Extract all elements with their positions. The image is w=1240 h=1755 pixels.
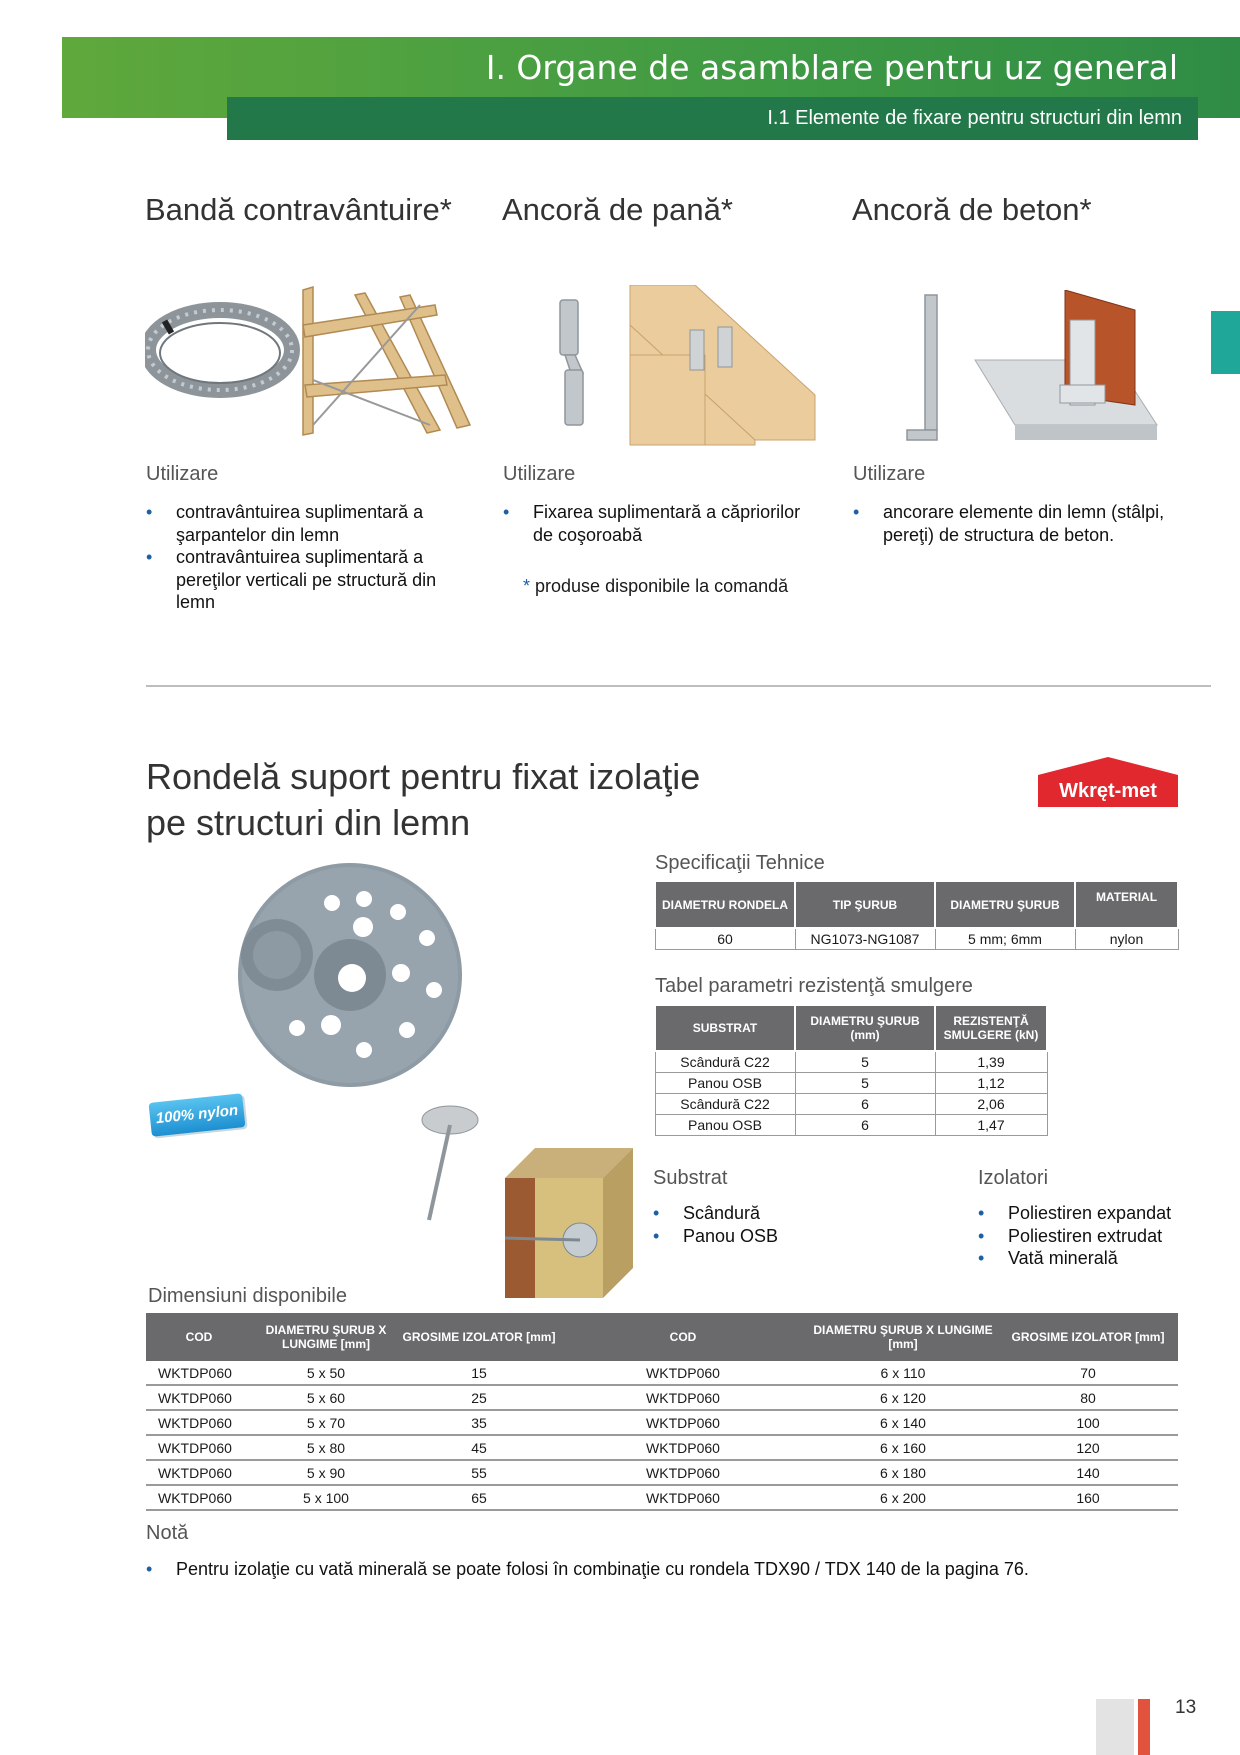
product-title-ancora-beton: Ancoră de beton* xyxy=(852,192,1092,227)
list-item: • ancorare elemente din lemn (stâlpi, pereţi) de structura de beton. xyxy=(853,501,1193,546)
table-cell: WKTDP060 xyxy=(558,1485,808,1510)
spec-label: Specificaţii Tehnice xyxy=(655,852,825,874)
table-cell: WKTDP060 xyxy=(558,1385,808,1410)
table-row xyxy=(146,1361,1178,1385)
list-item: • Fixarea suplimentară a căpriorilor de coşoroabă xyxy=(503,501,823,546)
dims-header: DIAMETRU ŞURUB X LUNGIME [mm] xyxy=(808,1313,998,1361)
spec-header: TIP ŞURUB xyxy=(795,881,935,928)
table-cell: 6 x 120 xyxy=(808,1385,998,1410)
table-cell: 5 mm; 6mm xyxy=(935,928,1075,950)
table-row xyxy=(146,1485,1178,1510)
table-cell: 100 xyxy=(998,1410,1178,1435)
table-cell: 45 xyxy=(400,1435,558,1460)
rondela-title-line2: pe structuri din lemn xyxy=(146,802,471,843)
table-cell: WKTDP060 xyxy=(146,1485,252,1510)
table-cell: 6 x 200 xyxy=(808,1485,998,1510)
table-cell: Panou OSB xyxy=(655,1073,795,1094)
table-cell: WKTDP060 xyxy=(146,1385,252,1410)
table-cell: 140 xyxy=(998,1460,1178,1485)
table-row xyxy=(146,1410,1178,1435)
table-cell: 5 x 90 xyxy=(252,1460,400,1485)
table-row xyxy=(655,928,1178,950)
table-cell: 25 xyxy=(400,1385,558,1410)
table-cell: 5 x 70 xyxy=(252,1410,400,1435)
dims-header: COD xyxy=(558,1313,808,1361)
banda-contravantuire-image xyxy=(145,285,475,440)
izolatori-list xyxy=(978,1202,1228,1270)
rondela-title xyxy=(146,754,700,846)
resist-header: SUBSTRAT xyxy=(655,1005,795,1051)
table-cell: 5 x 50 xyxy=(252,1361,400,1385)
table-row xyxy=(655,1073,1047,1094)
section-divider xyxy=(146,685,1211,687)
dims-table xyxy=(146,1313,1178,1511)
nylon-badge xyxy=(148,1093,245,1137)
nylon-badge-text: 100% nylon xyxy=(155,1101,239,1128)
table-cell: 5 x 60 xyxy=(252,1385,400,1410)
section-bar xyxy=(227,97,1198,140)
table-cell: WKTDP060 xyxy=(558,1460,808,1485)
screw-with-washer-image xyxy=(415,1100,485,1225)
table-cell: 2,06 xyxy=(935,1094,1047,1115)
usage-list-banda xyxy=(146,501,466,614)
usage-label-ancora-pana: Utilizare xyxy=(503,463,576,485)
resist-table xyxy=(654,1004,1048,1136)
footnote-star: * xyxy=(523,576,531,596)
table-cell: 6 x 160 xyxy=(808,1435,998,1460)
table-cell: 80 xyxy=(998,1385,1178,1410)
page-marker xyxy=(1096,1699,1134,1755)
table-cell: 160 xyxy=(998,1485,1178,1510)
table-cell: 6 xyxy=(795,1094,935,1115)
list-item: • Poliestiren expandat xyxy=(978,1202,1228,1225)
footnote xyxy=(523,576,788,597)
table-cell: 35 xyxy=(400,1410,558,1435)
rondela-washer-image xyxy=(235,860,480,1100)
page-marker-accent xyxy=(1138,1699,1150,1755)
table-cell: nylon xyxy=(1075,928,1178,950)
table-cell: WKTDP060 xyxy=(146,1435,252,1460)
table-row xyxy=(655,1051,1047,1073)
table-row xyxy=(655,1094,1047,1115)
note-list xyxy=(146,1558,1206,1581)
table-cell: 70 xyxy=(998,1361,1178,1385)
resist-header: DIAMETRU ŞURUB (mm) xyxy=(795,1005,935,1051)
dims-header: COD xyxy=(146,1313,252,1361)
substrat-list xyxy=(653,1202,903,1247)
chapter-tab xyxy=(1211,311,1240,374)
ancora-beton-image xyxy=(895,290,1165,450)
spec-header: MATERIAL xyxy=(1075,881,1178,928)
spec-table xyxy=(654,880,1179,950)
product-title-banda: Bandă contravântuire* xyxy=(145,192,452,227)
usage-label-banda: Utilizare xyxy=(146,463,219,485)
table-cell: 1,12 xyxy=(935,1073,1047,1094)
table-cell: 5 x 80 xyxy=(252,1435,400,1460)
table-cell: 6 x 180 xyxy=(808,1460,998,1485)
usage-label-ancora-beton: Utilizare xyxy=(853,463,926,485)
list-item: • Poliestiren extrudat xyxy=(978,1225,1228,1248)
resist-header: REZISTENŢĂ SMULGERE (kN) xyxy=(935,1005,1047,1051)
rondela-title-line1: Rondelă suport pentru fixat izolaţie xyxy=(146,756,701,797)
table-cell: NG1073-NG1087 xyxy=(795,928,935,950)
spec-header: DIAMETRU RONDELA xyxy=(655,881,795,928)
table-cell: WKTDP060 xyxy=(558,1410,808,1435)
wkret-met-logo-text: Wkręt-met xyxy=(1059,780,1157,802)
table-cell: WKTDP060 xyxy=(558,1435,808,1460)
izolatori-label: Izolatori xyxy=(978,1167,1049,1189)
list-item: • contravântuirea suplimentară a şarpantelor din lemn xyxy=(146,501,466,546)
table-row xyxy=(146,1460,1178,1485)
table-cell: 55 xyxy=(400,1460,558,1485)
table-row xyxy=(146,1435,1178,1460)
table-cell: 120 xyxy=(998,1435,1178,1460)
table-cell: Panou OSB xyxy=(655,1115,795,1136)
dims-header: DIAMETRU ŞURUB X LUNGIME [mm] xyxy=(252,1313,400,1361)
table-row xyxy=(146,1385,1178,1410)
wkret-met-logo xyxy=(1038,755,1178,807)
list-item: • Vată minerală xyxy=(978,1247,1228,1270)
table-cell: 1,39 xyxy=(935,1051,1047,1073)
table-cell: 5 xyxy=(795,1051,935,1073)
note-label: Notă xyxy=(146,1522,189,1544)
spec-header: DIAMETRU ŞURUB xyxy=(935,881,1075,928)
list-item: • Panou OSB xyxy=(653,1225,903,1248)
usage-list-ancora-pana xyxy=(503,501,823,546)
dims-header: GROSIME IZOLATOR [mm] xyxy=(998,1313,1178,1361)
list-item: • contravântuirea suplimentară a pereţilor verticali pe structură din lemn xyxy=(146,546,466,614)
resist-label: Tabel parametri rezistenţă smulgere xyxy=(655,975,973,997)
usage-list-ancora-beton xyxy=(853,501,1193,546)
table-cell: WKTDP060 xyxy=(558,1361,808,1385)
table-cell: WKTDP060 xyxy=(146,1410,252,1435)
product-title-ancora-pana: Ancoră de pană* xyxy=(502,192,733,227)
insulation-install-image xyxy=(505,1148,633,1300)
table-cell: 65 xyxy=(400,1485,558,1510)
table-cell: Scândură C22 xyxy=(655,1051,795,1073)
table-cell: WKTDP060 xyxy=(146,1361,252,1385)
table-cell: 1,47 xyxy=(935,1115,1047,1136)
table-cell: 60 xyxy=(655,928,795,950)
table-cell: 5 x 100 xyxy=(252,1485,400,1510)
note-text: • Pentru izolaţie cu vată minerală se poate folosi în combinaţie cu rondela TDX90 / TDX 140 de la pagina 76. xyxy=(146,1558,1206,1581)
section-title: I.1 Elemente de fixare pentru structuri din lemn xyxy=(767,107,1182,129)
footnote-text: produse disponibile la comandă xyxy=(530,576,789,596)
chapter-title: I. Organe de asamblare pentru uz general xyxy=(485,48,1178,87)
table-row xyxy=(655,1115,1047,1136)
dims-header: GROSIME IZOLATOR [mm] xyxy=(400,1313,558,1361)
dims-label: Dimensiuni disponibile xyxy=(148,1285,347,1307)
table-cell: 6 x 140 xyxy=(808,1410,998,1435)
table-cell: 6 x 110 xyxy=(808,1361,998,1385)
list-item: • Scândură xyxy=(653,1202,903,1225)
substrat-label: Substrat xyxy=(653,1167,728,1189)
table-cell: 15 xyxy=(400,1361,558,1385)
table-cell: 6 xyxy=(795,1115,935,1136)
page-number: 13 xyxy=(1175,1697,1197,1718)
ancora-pana-image xyxy=(555,285,825,455)
table-cell: WKTDP060 xyxy=(146,1460,252,1485)
table-cell: Scândură C22 xyxy=(655,1094,795,1115)
table-cell: 5 xyxy=(795,1073,935,1094)
